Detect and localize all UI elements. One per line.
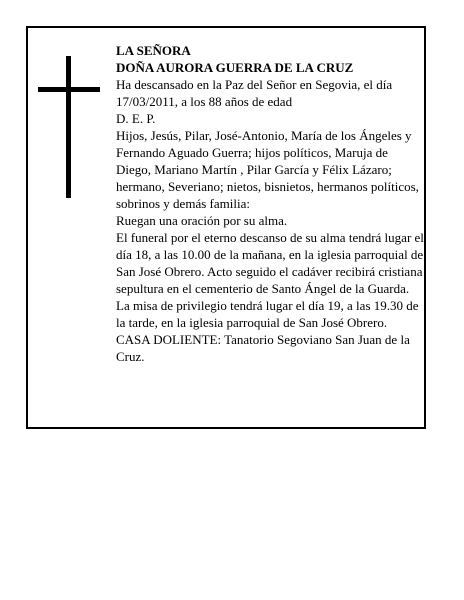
prayer-request: Ruegan una oración por su alma. [116,213,288,228]
deceased-name: DOÑA AURORA GUERRA DE LA CRUZ [116,60,354,75]
notice-body [116,42,426,365]
mass-details: La misa de privilegio tendrá lugar el día 19, a las 19.30 de la tarde, en la iglesia parroquial de San José Obrero. [116,298,419,330]
funeral-details: El funeral por el eterno descanso de su alma tendrá lugar el día 18, a las 10.00 de la mañana, en la iglesia parroquial de San José Obrero. Acto seguido el cadáver recibirá cristiana sepultura en el cementerio de Santo Ángel de la Guarda. [116,230,424,296]
dep-line: D. E. P. [116,111,156,126]
cross-horizontal-bar [38,87,100,92]
funeral-home: CASA DOLIENTE: Tanatorio Segoviano San Juan de la Cruz. [116,332,410,364]
cross-icon [38,56,100,198]
cross-vertical-bar [66,56,71,198]
notice-title: LA SEÑORA [116,43,191,58]
death-announcement: Ha descansado en la Paz del Señor en Segovia, el día 17/03/2011, a los 88 años de edad [116,77,393,109]
family-list: Hijos, Jesús, Pilar, José-Antonio, María de los Ángeles y Fernando Aguado Guerra; hijos políticos, Maruja de Diego, Mariano Martín , Pilar García y Félix Lázaro; hermano, Severiano; nietos, bisnietos, hermanos políticos, sobrinos y demás familia: [116,128,419,211]
obituary-notice [26,26,426,429]
